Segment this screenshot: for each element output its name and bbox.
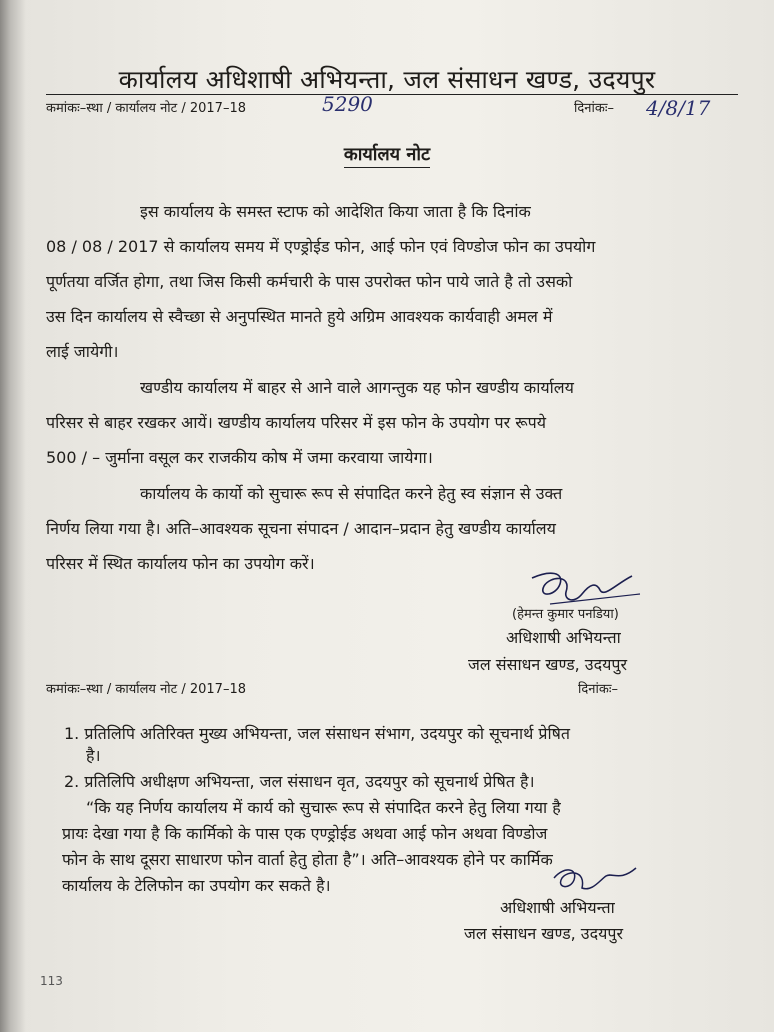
- signatory-designation-2: अधिशाषी अभियन्ता: [500, 898, 615, 917]
- footer-date-label: दिनांकः–: [578, 682, 618, 697]
- quote-line3: फोन के साथ दूसरा साधारण फोन वार्ता हेतु होता है”। अति–आवश्यक होने पर कार्मिक: [62, 850, 553, 869]
- handwritten-date: 4/8/17: [646, 96, 711, 120]
- office-header: कार्यालय अधिशाषी अभियन्ता, जल संसाधन खण्ड, उदयपुर: [118, 65, 656, 94]
- quote-line1: “कि यह निर्णय कार्यालय में कार्य को सुचारू रूप से संपादित करने हेतु लिया गया है: [86, 798, 561, 817]
- para3-line3: परिसर में स्थित कार्यालय फोन का उपयोग करें।: [46, 554, 315, 573]
- quote-line2: प्रायः देखा गया है कि कार्मिको के पास एक एण्ड्रोईड अथवा आई फोन अथवा विण्डोज: [62, 824, 548, 843]
- header-rule: [46, 94, 738, 95]
- copy-item-1: 1. प्रतिलिपि अतिरिक्त मुख्य अभियन्ता, जल संसाधन संभाग, उदयपुर को सूचनार्थ प्रेषित: [64, 724, 571, 743]
- reference-label: कमांकः–स्था / कार्यालय नोट / 2017–18: [46, 101, 246, 116]
- para3-line2: निर्णय लिया गया है। अति–आवश्यक सूचना संपादन / आदान–प्रदान हेतु खण्डीय कार्यालय: [46, 519, 556, 538]
- para1-line4: उस दिन कार्यालय से स्वैच्छा से अनुपस्थित मानते हुये अग्रिम आवश्यक कार्यवाही अमल में: [46, 307, 553, 326]
- quote-line4: कार्यालय के टेलिफोन का उपयोग कर सकते है।: [62, 876, 331, 895]
- para2-line3: 500 / – जुर्माना वसूल कर राजकीय कोष में जमा करवाया जायेगा।: [46, 448, 433, 467]
- copy-item-1-cont: है।: [86, 746, 101, 765]
- page-number: 113: [40, 974, 63, 988]
- signatory-office: जल संसाधन खण्ड, उदयपुर: [468, 655, 627, 674]
- para2-line1: खण्डीय कार्यालय में बाहर से आने वाले आगन्तुक यह फोन खण्डीय कार्यालय: [140, 378, 574, 397]
- note-title: कार्यालय नोट: [0, 142, 774, 166]
- para1-line3: पूर्णतया वर्जित होगा, तथा जिस किसी कर्मचारी के पास उपरोक्त फोन पाये जाते है तो उसको: [46, 272, 573, 291]
- para3-line1: कार्यालय के कार्यो को सुचारू रूप से संपादित करने हेतु स्व संज्ञान से उक्त: [140, 484, 563, 503]
- para2-line2: परिसर से बाहर रखकर आयें। खण्डीय कार्यालय परिसर में इस फोन के उपयोग पर रूपये: [46, 413, 547, 432]
- footer-reference-label: कमांकः–स्था / कार्यालय नोट / 2017–18: [46, 682, 246, 697]
- signatory-designation: अधिशाषी अभियन्ता: [506, 628, 621, 647]
- signatory-name: (हेमन्त कुमार पनडिया): [512, 607, 619, 622]
- para1-line1: इस कार्यालय के समस्त स्टाफ को आदेशित किया जाता है कि दिनांक: [140, 202, 531, 221]
- para1-line2: 08 / 08 / 2017 से कार्यालय समय में एण्ड्रोईड फोन, आई फोन एवं विण्डोज फोन का उपयोग: [46, 237, 596, 256]
- para1-line5: लाई जायेगी।: [46, 342, 119, 361]
- copy-item-2: 2. प्रतिलिपि अधीक्षण अभियन्ता, जल संसाधन वृत, उदयपुर को सूचनार्थ प्रेषित है।: [64, 772, 535, 791]
- signatory-office-2: जल संसाधन खण्ड, उदयपुर: [464, 924, 623, 943]
- date-label: दिनांकः–: [574, 101, 614, 116]
- handwritten-reference-number: 5290: [322, 92, 373, 116]
